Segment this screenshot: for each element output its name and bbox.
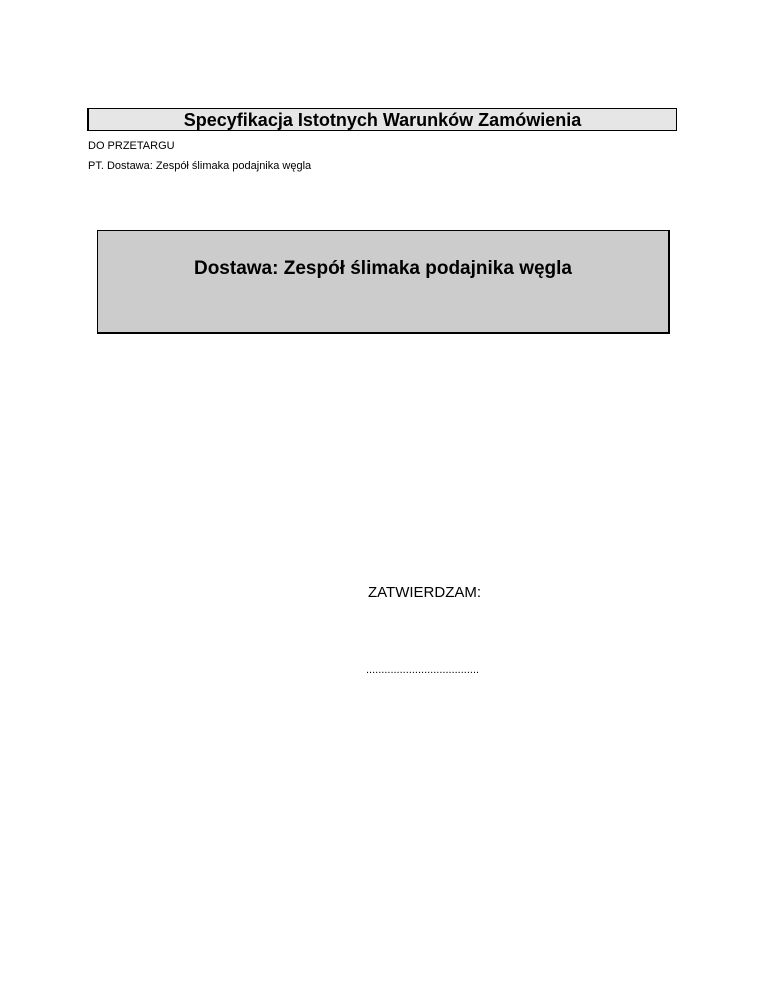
document-header-box: [87, 108, 677, 131]
subject-title: Dostawa: Zespół ślimaka podajnika węgla: [193, 258, 572, 279]
document-title: Specyfikacja Istotnych Warunków Zamówienia: [183, 109, 582, 130]
signature-line: .....................................: [366, 664, 480, 676]
tender-subject: PT. Dostawa: Zespół ślimaka podajnika węgla: [88, 160, 312, 172]
subject-box: [97, 230, 670, 334]
approval-label: ZATWIERDZAM:: [368, 584, 482, 601]
tender-label: DO PRZETARGU: [88, 140, 175, 152]
